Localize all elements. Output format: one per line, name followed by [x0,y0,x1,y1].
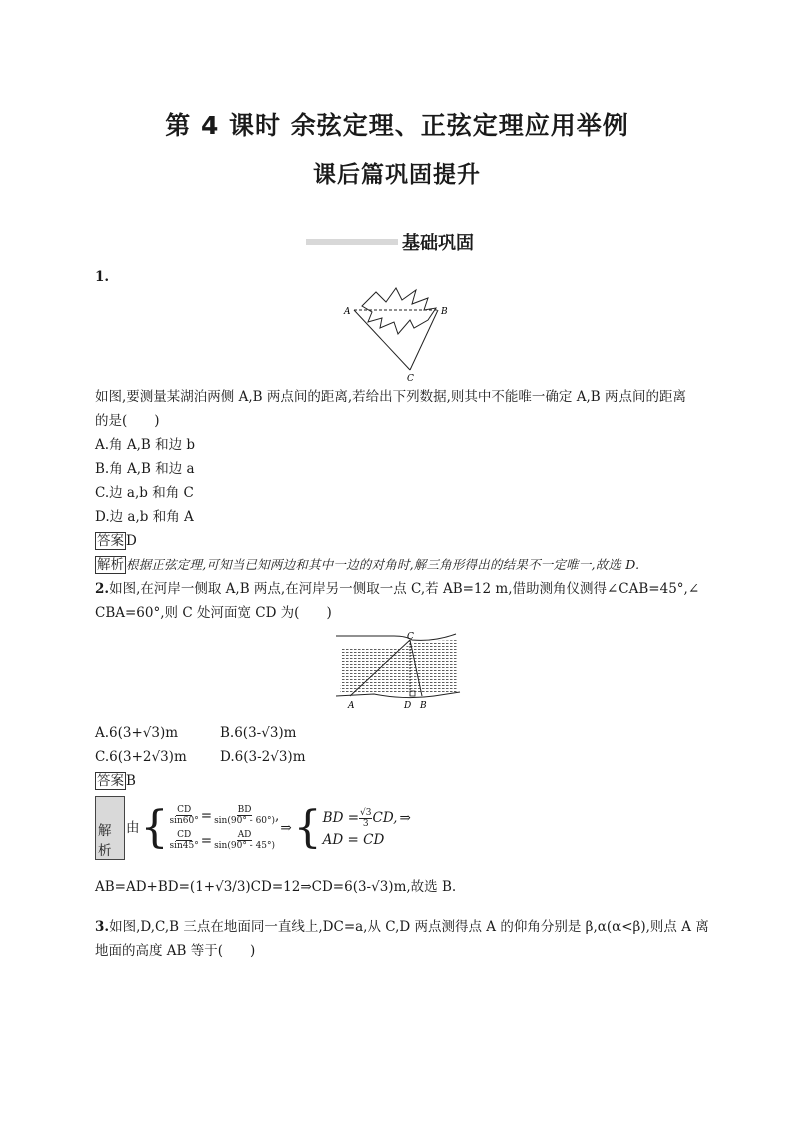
q1-text-line2: 的是( ) [95,413,160,429]
q2-text-line1 [95,580,699,598]
res1-lhs: BD = [322,810,360,826]
page-title: 第 4 课时 余弦定理、正弦定理应用举例 [165,111,629,140]
eq1-rnum: BD [237,805,252,815]
q1-option-d: D.边 a,b 和角 A [95,509,194,525]
eq1-rden: sin(90° - 60°) [214,816,276,826]
river-water [340,640,458,692]
explain-tag: 解析 [98,823,112,859]
q2-river-figure [334,630,464,712]
section-header [306,231,474,253]
explain-tag: 解析 [97,557,124,573]
label-b: B [441,307,448,317]
label-c: C [407,632,414,642]
answer-value: B [126,773,136,789]
answer-tag: 答案 [97,773,124,789]
q1-option-c: C.边 a,b 和角 C [95,485,194,501]
q1-option-b: B.角 A,B 和边 a [95,461,195,477]
result-1 [323,808,411,829]
eq2-rden: sin(90° - 45°) [214,841,276,851]
left-brace: { [140,802,169,853]
eq2-den: sin45° [169,841,199,851]
q1-number: 1. [95,269,110,285]
equation-2: $\frac{CD}{\sin 45^\circ}$ = $\frac{AD}{\sin(90^\circ - 45^\circ)}$ [169,830,276,851]
implies-arrow-2: ⇒ [399,810,411,826]
equation-1: $\frac{CD}{\sin 60^\circ}$ = $\frac{BD}{\sin(90^\circ - 60^\circ)}$ , [169,805,280,826]
equation-pair [170,805,280,851]
eq2-num: CD [177,830,192,840]
eq2-rnum: AD [237,830,252,840]
label-a: A [348,701,355,711]
q2-explain-tag-box [95,796,125,860]
q2-option-b: B.6(3-√3)m [220,725,297,741]
label-a: A [344,307,351,317]
eq1-den: sin60° [169,816,199,826]
result-pair [323,808,411,849]
implies-arrow: ⇒ [280,820,292,836]
q3-number: 3. [95,919,110,935]
label-d: D [404,701,412,711]
label-b: B [420,701,427,711]
q2-option-c: C.6(3+2√3)m [95,749,187,765]
q1-answer [95,532,137,550]
answer-value: D [126,533,137,549]
left-brace-2: { [293,802,322,853]
q3-text-line1 [95,918,709,936]
far-bank [336,634,456,640]
q3-text-line2: 地面的高度 AB 等于( ) [95,943,256,959]
section-bar [306,239,398,245]
q2-answer [95,772,136,790]
explain-text: 根据正弦定理,可知当已知两边和其中一边的对角时,解三角形得出的结果不一定唯一,故选 D. [126,557,640,572]
near-bank [336,692,460,698]
result-2: AD = CD [322,831,385,848]
q1-explanation [95,556,639,574]
q2-number: 2. [95,581,110,597]
q2-option-a: A.6(3+√3)m [95,725,179,741]
q1-option-a: A.角 A,B 和边 b [95,437,196,453]
q2-text-line2: CBA=60°,则 C 处河面宽 CD 为( ) [95,605,332,621]
answer-tag: 答案 [97,533,124,549]
eq1-num: CD [177,805,192,815]
q2-line1-text: 如图,在河岸一侧取 A,B 两点,在河岸另一侧取一点 C,若 AB=12 m,借助测角仪测得∠CAB=45°,∠ [109,581,700,597]
q2-equation-system [126,798,411,858]
page-subtitle: 课后篇巩固提升 [313,162,481,188]
res1-tail: CD, [372,810,398,826]
res1-frac-den: 3 [362,818,369,829]
q1-lake-figure [340,284,460,386]
label-c: C [407,374,414,384]
res1-frac-num: √3 [360,807,372,818]
q2-option-d: D.6(3-2√3)m [220,749,306,765]
q1-text-line1: 如图,要测量某湖泊两侧 A,B 两点间的距离,若给出下列数据,则其中不能唯一确定 A,B 两点间的距离 [95,389,686,405]
explain-prefix: 由 [126,820,140,836]
section-label: 基础巩固 [402,233,474,254]
q2-final-line: AB=AD+BD=(1+√3/3)CD=12⇒CD=6(3-√3)m,故选 B. [95,879,457,895]
lake-shape [362,288,436,334]
q3-line1-text: 如图,D,C,B 三点在地面同一直线上,DC=a,从 C,D 两点测得点 A 的仰角分别是 β,α(α<β),则点 A 离 [109,919,709,935]
